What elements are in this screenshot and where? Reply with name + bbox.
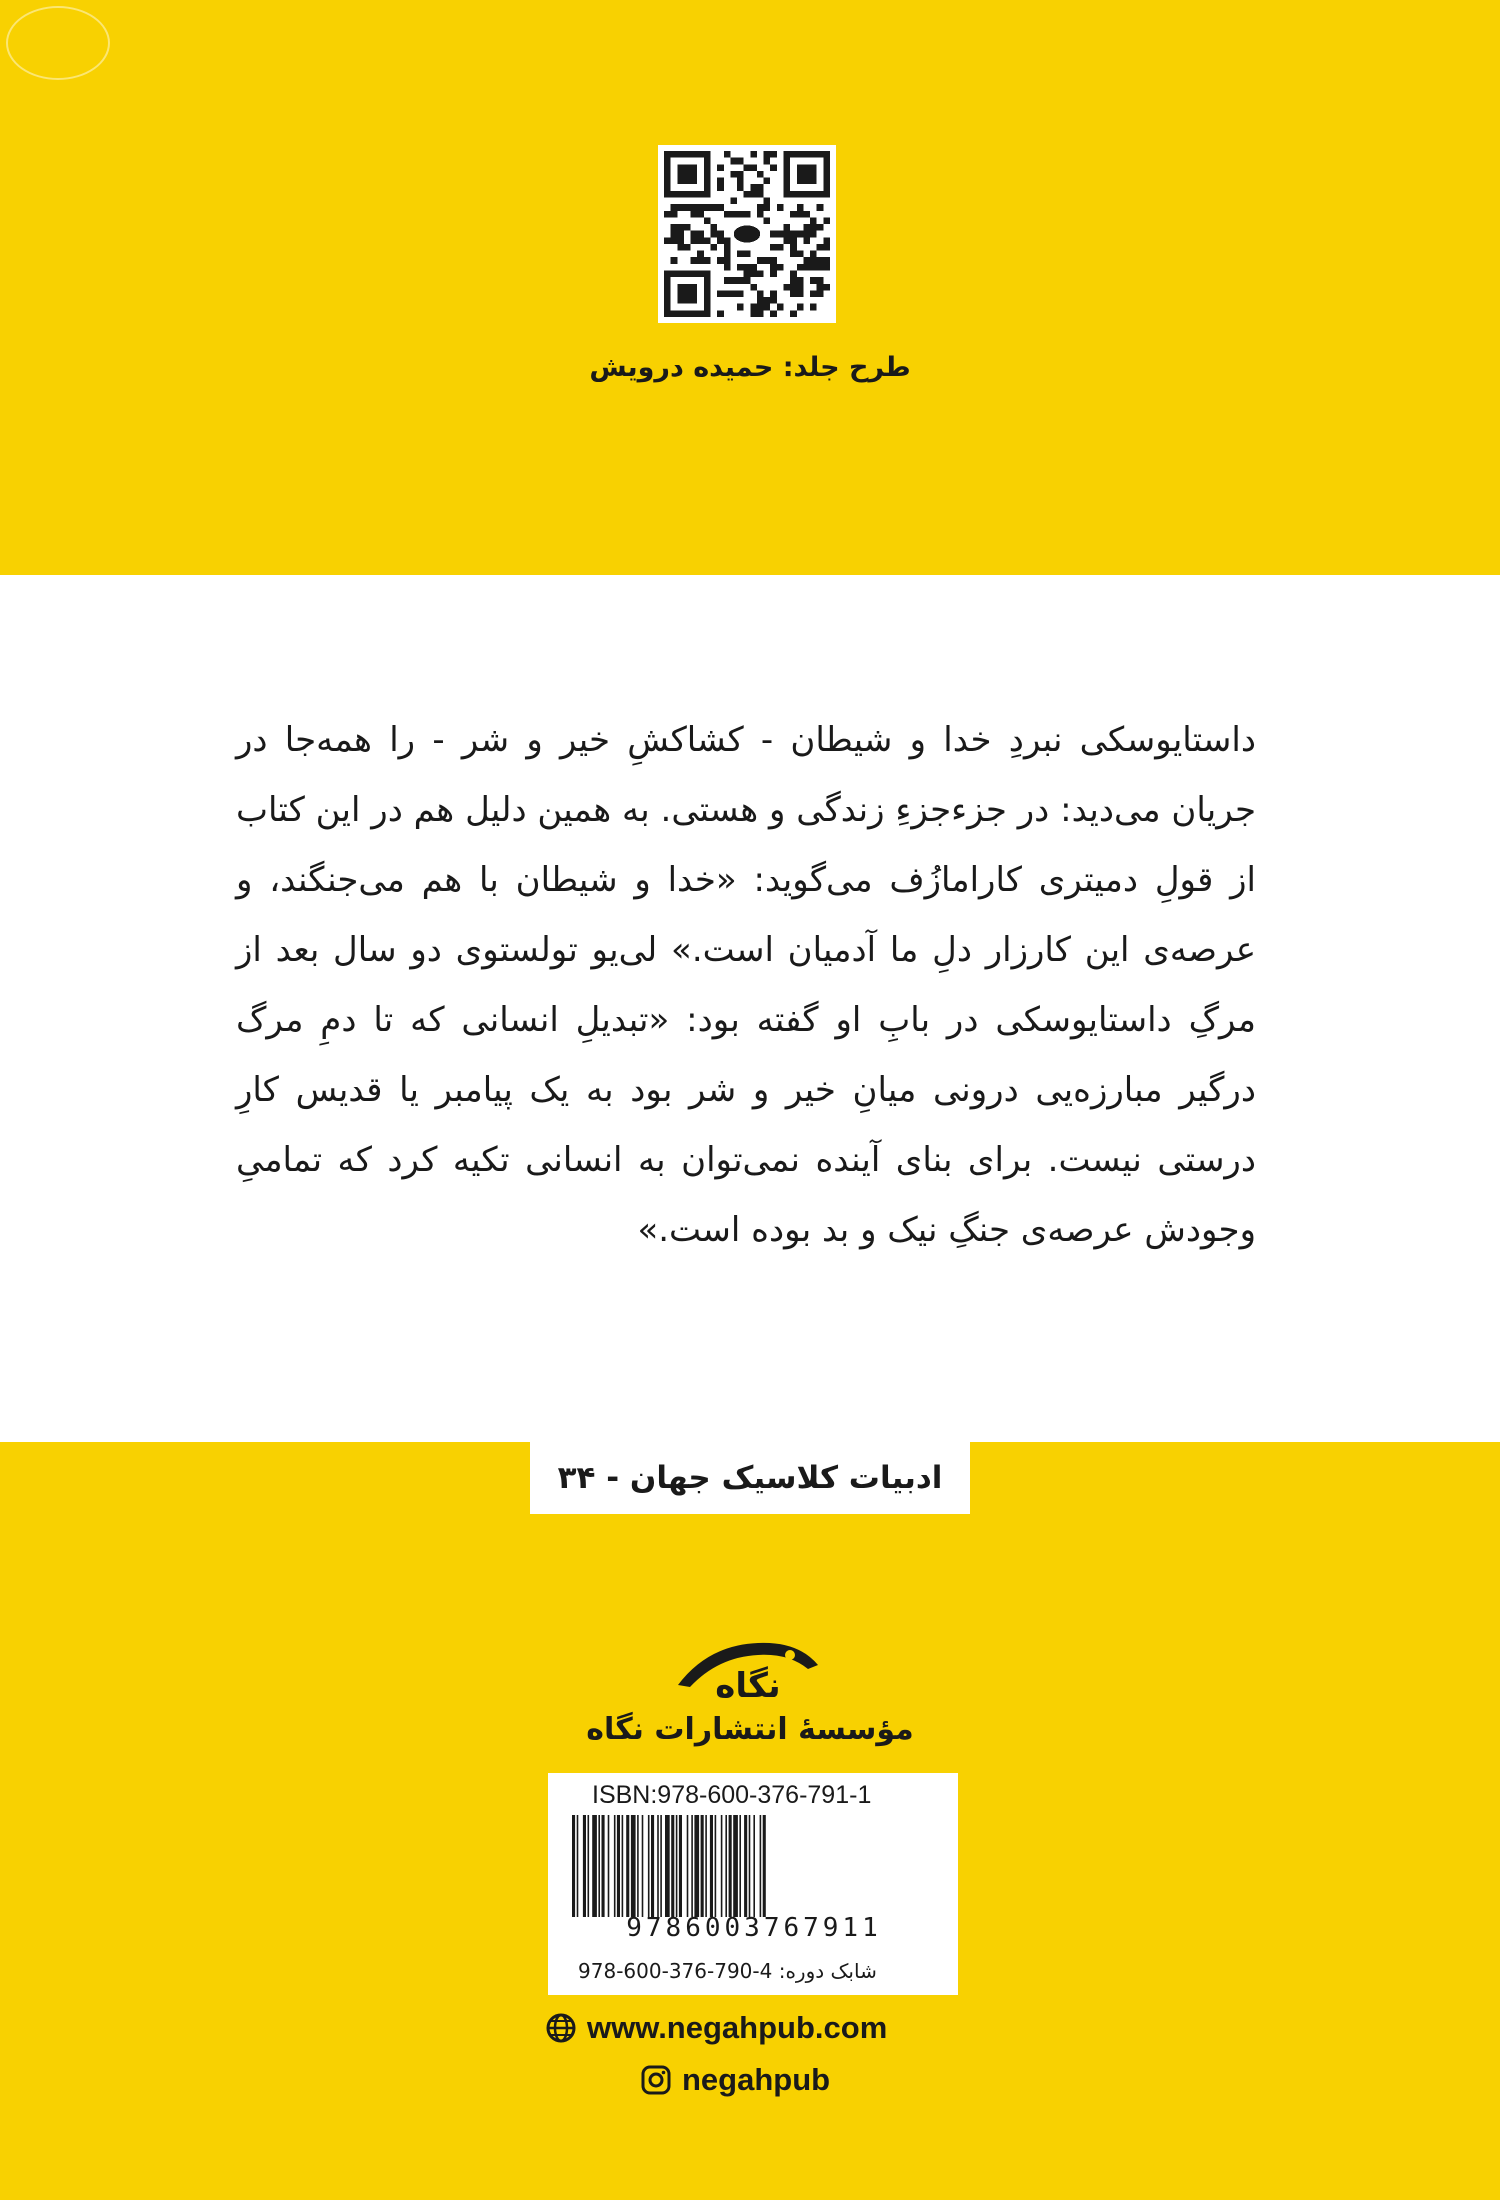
publisher-name: مؤسسهٔ انتشارات نگاه <box>586 1712 914 1747</box>
back-cover-synopsis <box>236 705 1256 1265</box>
publisher-logo-text: نگاه <box>715 1666 781 1705</box>
decorative-circle <box>6 6 110 80</box>
website-row[interactable] <box>545 2010 887 2046</box>
instagram-icon <box>640 2064 672 2096</box>
synopsis-text: داستایوسکی نبردِ خدا و شیطان - کشاکشِ خیر و شر - را همه‌جا در جریان می‌دید: در جزءجزءِ زندگی و هستی. به همین دلیل هم در این کتاب از قولِ دمیتری کارامازُف می‌گوید: «خدا و شیطان با هم می‌جنگند، و عرصه‌ی این کارزار دلِ ما آدمیان است.» لی‌یو تولستوی دو سال بعد از مرگِ داستایوسکی در بابِ او گفته بود: «تبدیلِ انسانی که تا دمِ مرگ درگیر مبارزه‌یی درونی میانِ خیر و شر بود به یک پیامبر یا قدیس کارِ درستی نیست. برای بنای آینده نمی‌توان به انسانی تکیه کرد که تمامیِ وجودش عرصه‌ی جنگِ نیک و بد بوده است.» <box>236 720 1256 1250</box>
instagram-row[interactable] <box>640 2062 830 2098</box>
barcode-digits: 9786003767911 <box>626 1913 882 1943</box>
series-isbn: شابک دوره: 4-790-376-600-978 <box>578 1959 877 1983</box>
series-label: ادبیات کلاسیک جهان - ۳۴ <box>530 1442 970 1514</box>
isbn-barcode-panel <box>548 1773 958 1995</box>
website-link[interactable]: www.negahpub.com <box>587 2010 888 2045</box>
cover-design-credit: طرح جلد: حمیده درویش <box>589 352 911 383</box>
publisher-logo <box>668 1625 828 1705</box>
globe-icon <box>545 2012 577 2044</box>
instagram-handle[interactable]: negahpub <box>682 2062 831 2097</box>
barcode-bars <box>568 1815 940 1917</box>
isbn-text: ISBN:978-600-376-791-1 <box>592 1781 872 1809</box>
qr-code <box>658 145 836 323</box>
